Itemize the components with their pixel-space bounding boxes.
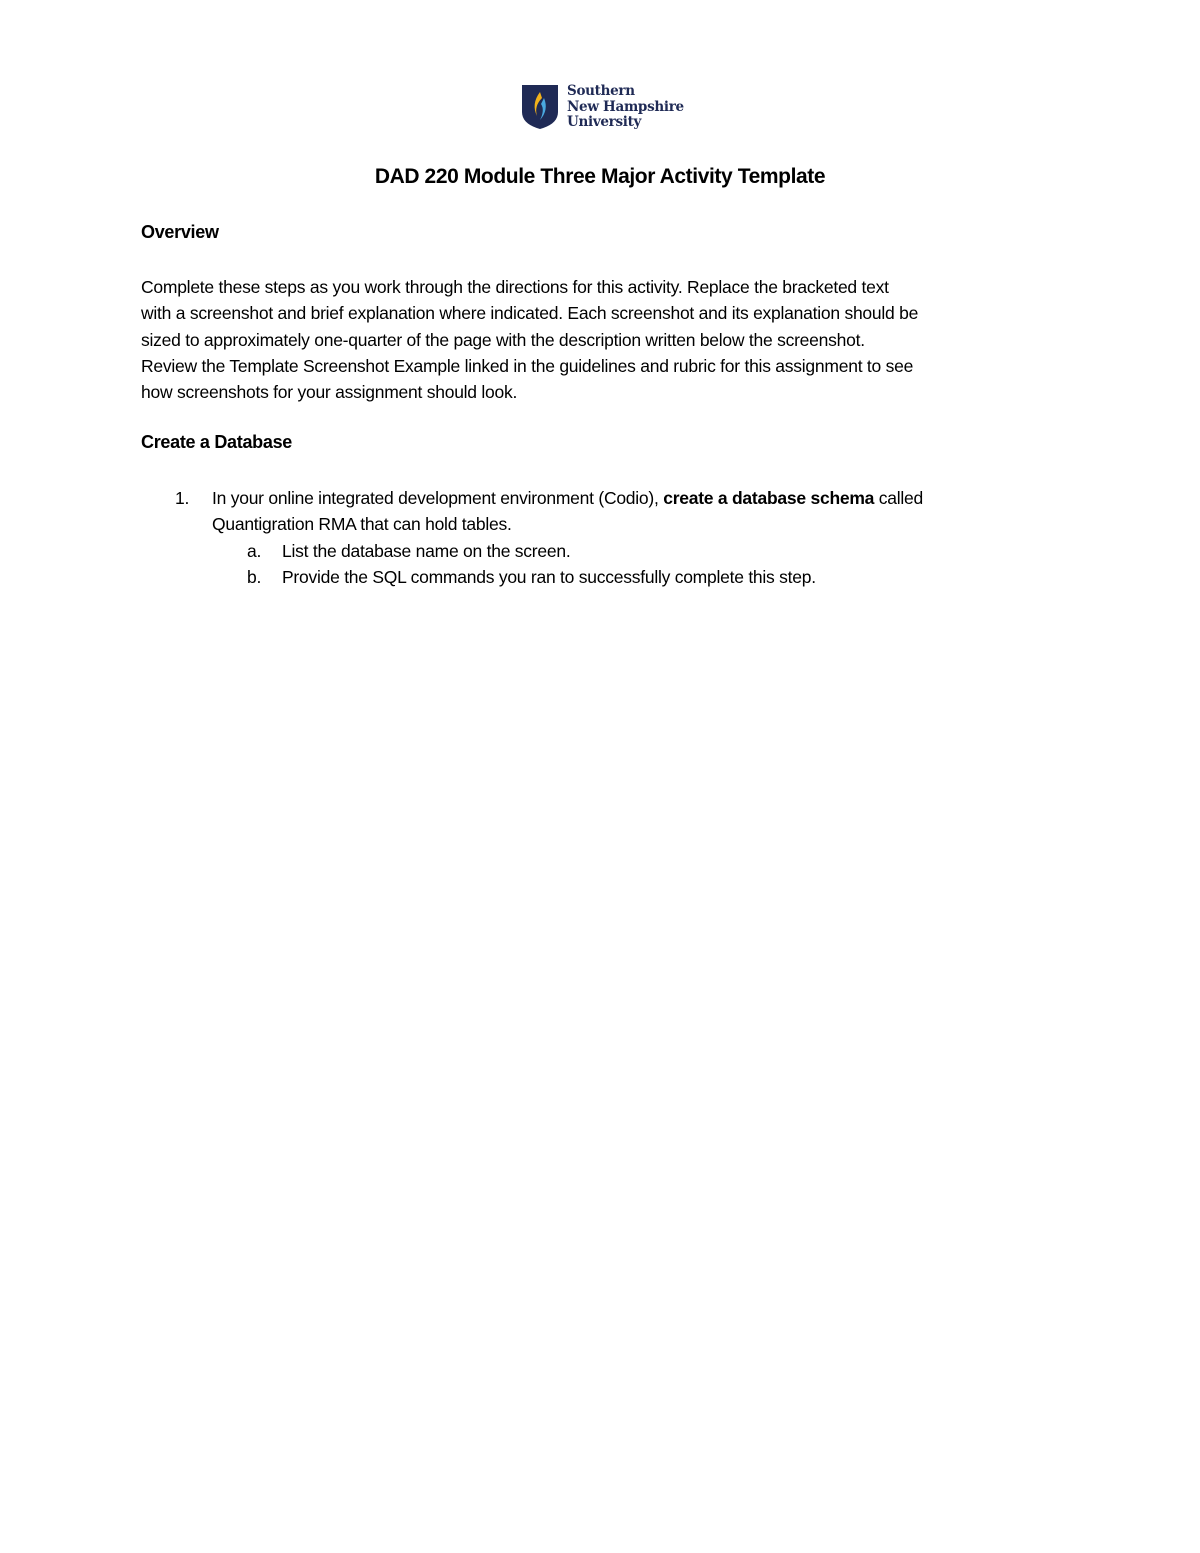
document-title: DAD 220 Module Three Major Activity Template xyxy=(374,165,826,188)
shield-flame-icon xyxy=(521,84,559,130)
logo-line: Southern xyxy=(567,83,635,99)
overview-heading: Overview xyxy=(141,222,219,242)
paragraph-line: sized to approximately one-quarter of the page with the description written below the screenshot. xyxy=(141,329,865,350)
sub-marker: b. xyxy=(247,567,262,587)
paragraph-line: how screenshots for your assignment should look. xyxy=(141,382,518,403)
sub-text: Provide the SQL commands you ran to successfully complete this step. xyxy=(282,567,816,587)
item-bold-text: create a database schema xyxy=(663,488,875,508)
logo-text xyxy=(567,84,684,131)
item-text: called xyxy=(874,488,924,508)
item-text: In your online integrated development environment (Codio), xyxy=(212,488,664,508)
create-database-heading: Create a Database xyxy=(141,432,292,452)
list-number: 1. xyxy=(175,488,190,508)
list-item-1-continued: Quantigration RMA that can hold tables. xyxy=(212,514,512,534)
logo-line: New Hampshire xyxy=(567,98,684,115)
paragraph-line: Complete these steps as you work through the directions for this activity. Replace the bracketed text xyxy=(141,277,889,297)
paragraph-line: Review the Template Screenshot Example linked in the guidelines and rubric for this assignment to see xyxy=(141,355,914,376)
overview-paragraph xyxy=(141,274,918,405)
sub-text: List the database name on the screen. xyxy=(282,541,571,561)
sub-marker: a. xyxy=(247,541,262,561)
university-logo xyxy=(521,84,684,131)
paragraph-line: with a screenshot and brief explanation where indicated. Each screenshot and its explanation should be xyxy=(141,303,919,324)
logo-line: University xyxy=(567,114,642,130)
